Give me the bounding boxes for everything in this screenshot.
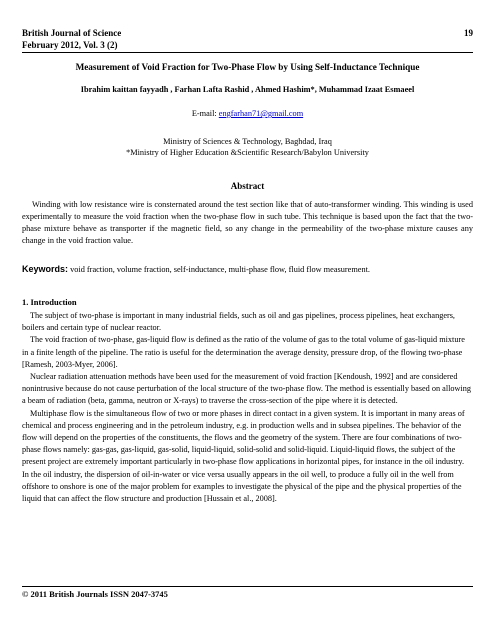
journal-issue: February 2012, Vol. 3 (2) xyxy=(22,40,118,50)
email-link[interactable]: engfarhan71@gmail.com xyxy=(218,109,304,118)
affiliations xyxy=(22,136,473,158)
footer-divider xyxy=(22,586,473,587)
affiliation-2: *Ministry of Higher Education &Scientific Research/Babylon University xyxy=(126,148,369,157)
intro-paragraph-2: The void fraction of two-phase, gas-liquid flow is defined as the ratio of the volume of gas to the total volume of gas-liquid mixture in a finite length of the pipeline. The ratio is useful for the determination the average density, pressure drop, of the flowing two-phase [Ramesh, 2003-Myer, 2006]. xyxy=(22,335,465,369)
keywords-text: void fraction, volume fraction, self-inductance, multi-phase flow, fluid flow measurement. xyxy=(68,265,370,274)
abstract-text: Winding with low resistance wire is consternated around the test section like that of auto-transformer winding. This winding is used experimentally to measure the void fraction when the two-phase flow in such tube. This technique is based upon the fact that the two-phase mixture behave as transporter if the magnetic field, so any change in the permeability of the two-phase mixture causes any change in the void fraction value. xyxy=(22,200,473,246)
section-heading-introduction: 1. Introduction xyxy=(22,297,77,307)
contact-email xyxy=(22,109,473,118)
intro-paragraph-3: Nuclear radiation attenuation methods have been used for the measurement of void fraction [Kendoush, 1992] and are considered nonintrusive because do not cause perturbation of the local structure of the two-phase flow. The method is essentially based on allowing a beam of radiation (beta, gamma, neutron or X-rays) to traverse the cross-section of the pipe where it is detected. xyxy=(22,372,472,406)
journal-header xyxy=(22,27,473,51)
intro-paragraph-4: Multiphase flow is the simultaneous flow of two or more phases in direct contact in a given system. It is important in many areas of chemical and process engineering and in the petroleum industry, e.g. in production wells and in subsea pipelines. The behavior of the flow will depend on the properties of the constituents, the flows and the geometry of the system. There are four combinations of two-phase flows namely: gas-gas, gas-liquid, gas-solid, liquid-liquid, solid-solid and solid-liquid. Liquid-liquid flows, the subject of the present project are extremely important particularly in two-phase flow applications in horizontal pipes, for instance in the oil industry. In the oil industry, the dispersion of oil-in-water or vice versa usually appears in the oil well, to produce a fully oil in the well from offshore to onshore is one of the major problem for examples to investigate the physical of the pipe and the physical properties of the liquid that can affect the flow structure and production [Hussain et al., 2008]. xyxy=(22,408,465,504)
keywords xyxy=(22,264,473,274)
paper-title: Measurement of Void Fraction for Two-Phase Flow by Using Self-Inductance Technique xyxy=(75,62,420,72)
affiliation-1: Ministry of Sciences & Technology, Baghdad, Iraq xyxy=(163,137,332,146)
abstract-heading: Abstract xyxy=(230,181,265,191)
introduction-body xyxy=(22,310,473,505)
journal-name: British Journal of Science xyxy=(22,28,122,38)
page-footer: © 2011 British Journals ISSN 2047-3745 xyxy=(22,589,168,599)
keywords-label: Keywords: xyxy=(22,264,69,274)
intro-paragraph-1: The subject of two-phase is important in many industrial fields, such as oil and gas pipelines, process pipelines, heat exchangers, boilers and certain type of nuclear reactor. xyxy=(22,311,455,333)
email-label: E-mail: xyxy=(191,109,219,118)
page-number: 19 xyxy=(464,28,473,38)
header-divider xyxy=(22,52,473,53)
author-list: Ibrahim kaittan fayyadh , Farhan Lafta Rashid , Ahmed Hashim*, Muhammad Izaat Esmaeel xyxy=(80,85,415,94)
